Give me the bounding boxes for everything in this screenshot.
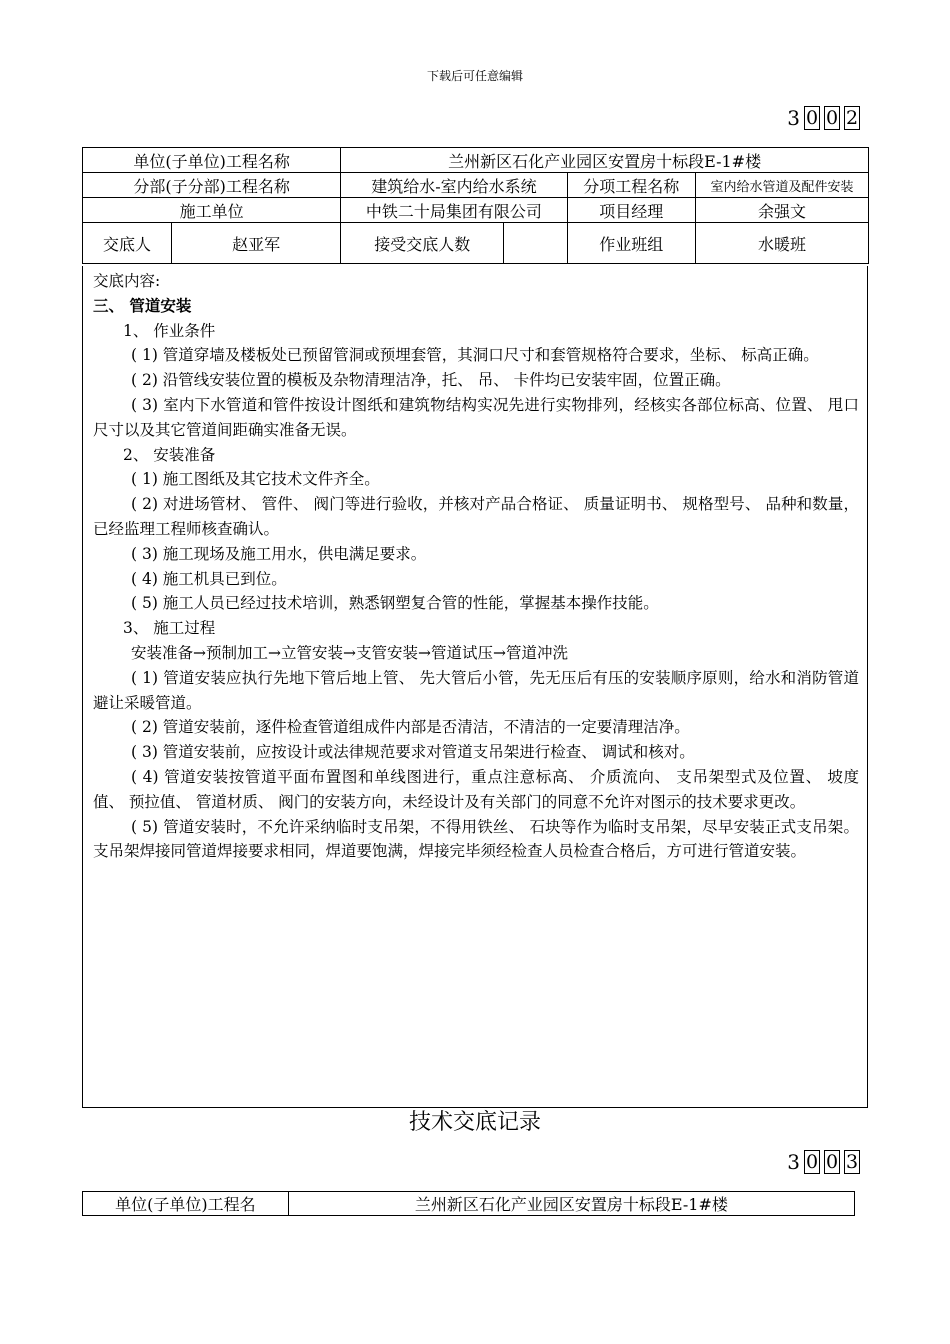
recipients-value <box>504 223 567 264</box>
manager-label: 项目经理 <box>567 198 695 223</box>
subsection-heading: 1、 作业条件 <box>123 321 216 340</box>
team-label: 作业班组 <box>567 223 695 264</box>
contractor-value: 中铁二十局集团有限公司 <box>341 198 567 223</box>
paragraph: ( 1) 管道穿墙及楼板处已预留管洞或预埋套管，其洞口尺寸和套管规格符合要求，坐标、 标高正确。 <box>131 346 819 365</box>
paragraph: ( 2) 管道安装前，逐件检查管道组成件内部是否清洁，不清洁的一定要清理洁净。 <box>131 718 690 737</box>
page-number <box>787 1150 860 1174</box>
paragraph: ( 4) 施工机具已到位。 <box>131 569 287 588</box>
subsection-heading: 2、 安装准备 <box>123 445 216 464</box>
page-number-prefix: 3 <box>787 106 800 130</box>
page-number-box: 0 <box>805 1151 819 1173</box>
recipients-label: 接受交底人数 <box>341 223 504 264</box>
paragraph: ( 2) 对进场管材、 管件、 阀门等进行验收，并核对产品合格证、 质量证明书、 规格型号、 品种和数量，已经监理工程师核查确认。 <box>93 495 859 538</box>
page-number-box: 0 <box>805 107 819 129</box>
section-heading: 三、 管道安装 <box>93 295 192 315</box>
paragraph: ( 5) 管道安装时，不允许采纳临时支吊架，不得用铁丝、 石块等作为临时支吊架，尽早安装正式支吊架。支吊架焊接同管道焊接要求相同，焊道要饱满，焊接完毕须经检查人员检查合格后，方可进行管道安装。 <box>93 817 859 861</box>
page-number-box: 0 <box>825 1151 839 1173</box>
header-note: 下载后可任意编辑 <box>426 69 523 83</box>
paragraph: ( 2) 沿管线安装位置的模板及杂物清理洁净，托、 吊、 卡件均已安装牢固，位置正确。 <box>131 371 731 390</box>
project-name-value: 兰州新区石化产业园区安置房十标段E-1#楼 <box>341 148 869 173</box>
page-number-box: 0 <box>825 107 839 129</box>
item-name-value: 室内给水管道及配件安装 <box>695 173 868 198</box>
info-table <box>82 1191 855 1216</box>
paragraph: ( 3) 室内下水管道和管件按设计图纸和建筑物结构实况先进行实物排列，经核实各部位标高、位置、 甩口尺寸以及其它管道间距确实准备无误。 <box>93 395 859 439</box>
manager-value: 余强文 <box>695 198 868 223</box>
process-flow: 安装准备→预制加工→立管安装→支管安装→管道试压→管道冲洗 <box>131 643 568 662</box>
project-name-label: 单位(子单位)工程名 <box>83 1192 289 1216</box>
subsection-heading: 3、 施工过程 <box>123 619 216 638</box>
page-number-prefix: 3 <box>787 1150 800 1174</box>
presenter-value: 赵亚军 <box>172 223 341 264</box>
division-name-value: 建筑给水-室内给水系统 <box>341 173 567 198</box>
page-number <box>787 106 860 130</box>
paragraph: ( 1) 管道安装应执行先地下管后地上管、 先大管后小管，先无压后有压的安装顺序原则，给水和消防管道避让采暖管道。 <box>93 668 859 712</box>
page-number-box: 2 <box>845 107 859 129</box>
paragraph: ( 4) 管道安装按管道平面布置图和单线图进行，重点注意标高、 介质流向、 支吊架型式及位置、 坡度值、 预拉值、 管道材质、 阀门的安装方向，未经设计及有关部门的同意不允许对图示的技术要求更改。 <box>93 767 859 811</box>
project-name-value: 兰州新区石化产业园区安置房十标段E-1#楼 <box>288 1192 854 1216</box>
paragraph: ( 1) 施工图纸及其它技术文件齐全。 <box>131 470 380 489</box>
content-intro: 交底内容: <box>93 272 161 290</box>
presenter-label: 交底人 <box>83 223 172 264</box>
page-number-box: 3 <box>845 1151 859 1173</box>
page-title: 技术交底记录 <box>408 1110 541 1135</box>
division-name-label: 分部(子分部)工程名称 <box>83 173 341 198</box>
team-value: 水暖班 <box>695 223 868 264</box>
project-name-label: 单位(子单位)工程名称 <box>83 148 341 173</box>
contractor-label: 施工单位 <box>83 198 341 223</box>
content-body <box>83 266 867 864</box>
paragraph: ( 5) 施工人员已经过技术培训，熟悉钢塑复合管的性能，掌握基本操作技能。 <box>131 594 659 613</box>
paragraph: ( 3) 施工现场及施工用水，供电满足要求。 <box>131 544 427 563</box>
content-box <box>82 266 868 1108</box>
paragraph: ( 3) 管道安装前，应按设计或法律规范要求对管道支吊架进行检查、 调试和核对。 <box>131 743 695 762</box>
item-name-label: 分项工程名称 <box>567 173 695 198</box>
info-table <box>82 147 869 264</box>
